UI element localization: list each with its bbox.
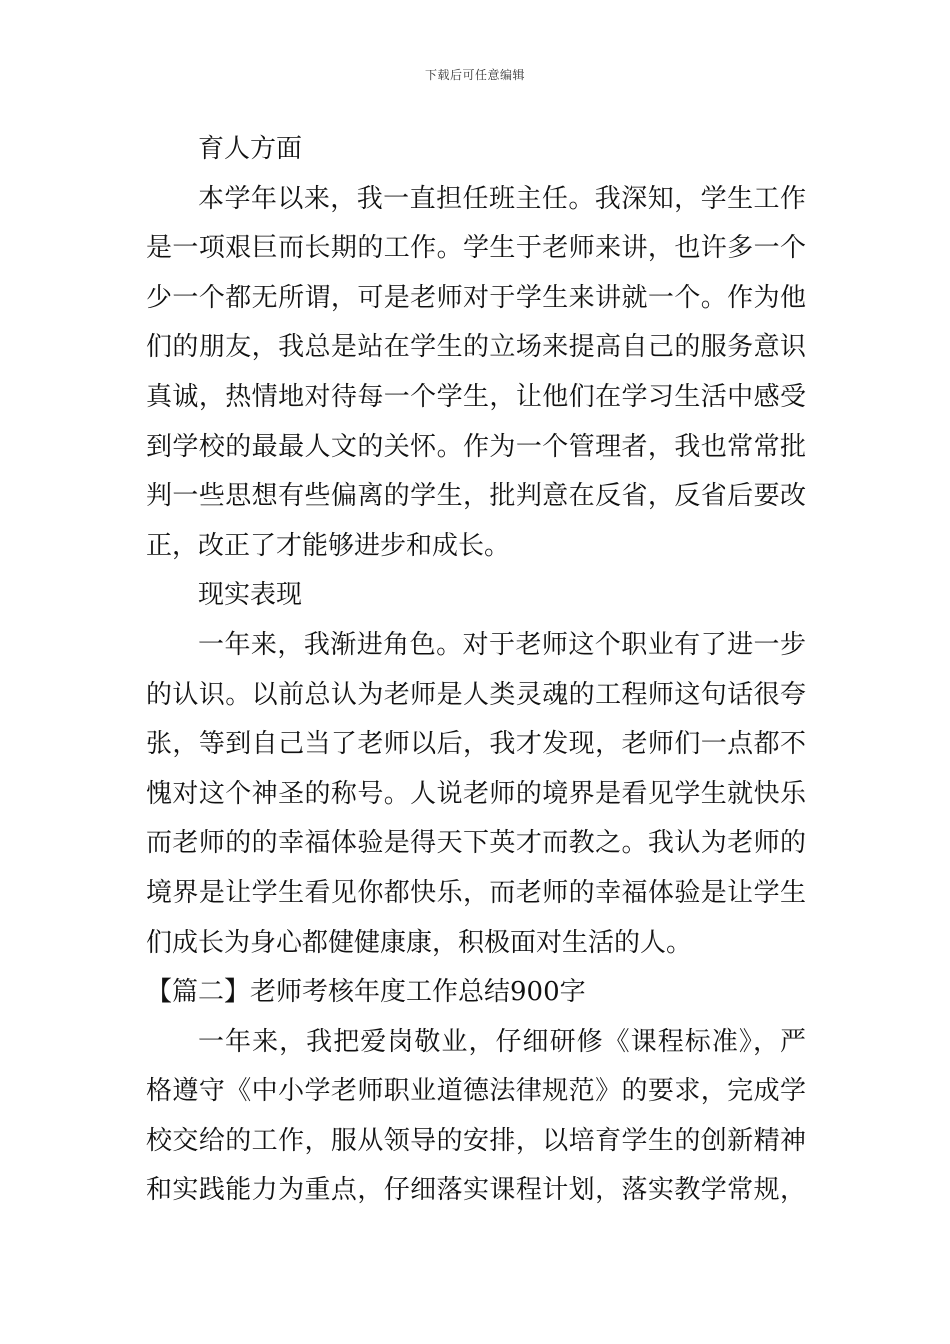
paragraph-line: 而老师的的幸福体验是得天下英才而教之。我认为老师的 <box>146 828 806 859</box>
paragraph-line: 张，等到自己当了老师以后，我才发现，老师们一点都不 <box>146 729 806 760</box>
paragraph-line: 一年来，我渐进角色。对于老师这个职业有了进一步 <box>198 629 806 660</box>
paragraph-line: 境界是让学生看见你都快乐，而老师的幸福体验是让学生 <box>146 877 806 908</box>
paragraph-line: 愧对这个神圣的称号。人说老师的境界是看见学生就快乐 <box>146 778 806 809</box>
download-note: 下载后可任意编辑 <box>424 68 525 82</box>
paragraph-line: 判一些思想有些偏离的学生，批判意在反省，反省后要改 <box>146 481 806 512</box>
paragraph-line: 是一项艰巨而长期的工作。学生于老师来讲，也许多一个 <box>146 233 806 264</box>
paragraph-line: 校交给的工作，服从领导的安排，以培育学生的创新精神 <box>146 1125 806 1156</box>
paragraph-line: 和实践能力为重点，仔细落实课程计划，落实教学常规， <box>146 1175 806 1206</box>
article-title-part-two: 【篇二】老师考核年度工作总结900字 <box>146 977 586 1008</box>
paragraph-line: 正，改正了才能够进步和成长。 <box>146 530 511 561</box>
paragraph-line: 格遵守《中小学老师职业道德法律规范》的要求，完成学 <box>146 1076 806 1107</box>
paragraph-line: 一年来，我把爱岗敬业，仔细研修《课程标准》，严 <box>198 1026 806 1057</box>
paragraph-line: 少一个都无所谓，可是老师对于学生来讲就一个。作为他 <box>146 282 806 313</box>
paragraph-line: 的认识。以前总认为老师是人类灵魂的工程师这句话很夸 <box>146 679 806 710</box>
section-heading-education: 育人方面 <box>198 134 303 164</box>
paragraph-line: 们成长为身心都健健康康，积极面对生活的人。 <box>146 927 693 958</box>
document-body <box>146 125 806 1216</box>
paragraph-line: 本学年以来，我一直担任班主任。我深知，学生工作 <box>198 183 806 214</box>
paragraph-line: 真诚，热情地对待每一个学生，让他们在学习生活中感受 <box>146 381 806 412</box>
paragraph-line: 们的朋友，我总是站在学生的立场来提高自己的服务意识 <box>146 332 806 363</box>
section-heading-performance: 现实表现 <box>198 580 303 611</box>
paragraph-line: 到学校的最最人文的关怀。作为一个管理者，我也常常批 <box>146 431 806 462</box>
